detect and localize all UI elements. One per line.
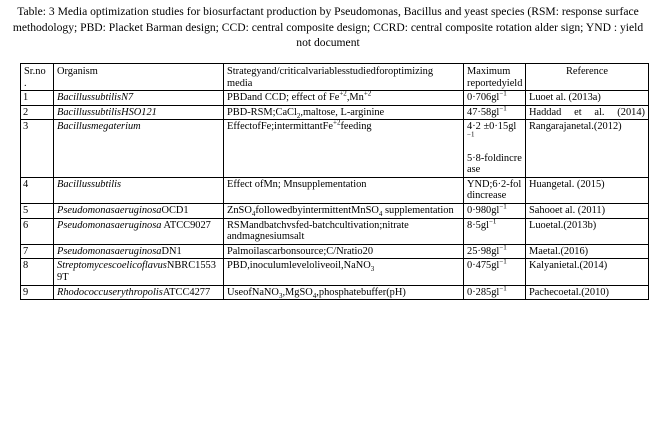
cell-organism: StreptomycescoelicoflavusNBRC15539T bbox=[54, 259, 224, 285]
table-row bbox=[21, 203, 649, 218]
cell-srno: 1 bbox=[21, 91, 54, 106]
cell-reference: Maetal.(2016) bbox=[526, 244, 649, 259]
cell-reference: Sahooet al. (2011) bbox=[526, 203, 649, 218]
cell-strategy: PBD-RSM;CaCl$_2$,maltose, L-arginine bbox=[224, 105, 464, 120]
cell-srno: 7 bbox=[21, 244, 54, 259]
table-row bbox=[21, 285, 649, 300]
cell-organism: Bacillussubtilis bbox=[54, 177, 224, 203]
cell-srno: 3 bbox=[21, 120, 54, 177]
cell-yield: $0\cdot 980gl^{-1}$ bbox=[464, 203, 526, 218]
cell-reference: Luoetal.(2013b) bbox=[526, 218, 649, 244]
header-yield: Maximum reportedyield bbox=[464, 64, 526, 91]
cell-reference: Rangarajanetal.(2012) bbox=[526, 120, 649, 177]
table-row bbox=[21, 177, 649, 203]
header-srno: Sr.no . bbox=[21, 64, 54, 91]
table-row bbox=[21, 105, 649, 120]
cell-reference: Haddad et al. (2014) bbox=[526, 105, 649, 120]
cell-srno: 5 bbox=[21, 203, 54, 218]
cell-strategy: Effect ofMn; Mnsupplementation bbox=[224, 177, 464, 203]
cell-strategy: UseofNaNO$_3$,MgSO$_4$,phosphatebuffer(pH) bbox=[224, 285, 464, 300]
cell-organism: Pseudomonasaeruginosa ATCC9027 bbox=[54, 218, 224, 244]
cell-yield: YND;6·2-foldincrease bbox=[464, 177, 526, 203]
cell-strategy: PBD,inoculumleveloliveoil,NaNO$_3$ bbox=[224, 259, 464, 285]
table-row bbox=[21, 91, 649, 106]
cell-srno: 4 bbox=[21, 177, 54, 203]
cell-organism: Bacillusmegaterium bbox=[54, 120, 224, 177]
header-reference: Reference bbox=[526, 64, 649, 91]
cell-organism: PseudomonasaeruginosaDN1 bbox=[54, 244, 224, 259]
table-header-row bbox=[21, 64, 649, 91]
cell-organism: BacillussubtilisHSO121 bbox=[54, 105, 224, 120]
cell-strategy: PBDand CCD; effect of $Fe^{+2},Mn^{+2}$ bbox=[224, 91, 464, 106]
cell-yield: $47\cdot 58gl^{-1}$ bbox=[464, 105, 526, 120]
cell-strategy: RSMandbatchvsfed-batchcultivation;nitrate andmagnesiumsalt bbox=[224, 218, 464, 244]
cell-reference: Pachecoetal.(2010) bbox=[526, 285, 649, 300]
cell-srno: 2 bbox=[21, 105, 54, 120]
table-row bbox=[21, 259, 649, 285]
table-row bbox=[21, 218, 649, 244]
cell-organism: PseudomonasaeruginosaOCD1 bbox=[54, 203, 224, 218]
cell-yield: $0\cdot 285gl^{-1}$ bbox=[464, 285, 526, 300]
cell-organism: BacillussubtilisN7 bbox=[54, 91, 224, 106]
cell-srno: 9 bbox=[21, 285, 54, 300]
cell-srno: 6 bbox=[21, 218, 54, 244]
cell-strategy: EffectofFe;intermittantFe$^{+2}$feeding bbox=[224, 120, 464, 177]
cell-yield: $0\cdot 475gl^{-1}$ bbox=[464, 259, 526, 285]
cell-strategy: ZnSO$_4$followedbyintermittentMnSO$_4$ supplementation bbox=[224, 203, 464, 218]
cell-reference: Kalyanietal.(2014) bbox=[526, 259, 649, 285]
header-organism: Organism bbox=[54, 64, 224, 91]
header-strategy: Strategyand/criticalvariablesstudiedforoptimizing media bbox=[224, 64, 464, 91]
cell-reference: Luoet al. (2013a) bbox=[526, 91, 649, 106]
cell-reference: Huangetal. (2015) bbox=[526, 177, 649, 203]
cell-yield: $8\cdot 5gl^{-1}$ bbox=[464, 218, 526, 244]
cell-yield: $4\cdot 2 \pm 0\cdot 15gl^{-1}$ 5·8-foldincrease bbox=[464, 120, 526, 177]
table-caption: Table: 3 Media optimization studies for biosurfactant production by Pseudomonas, Bacillus and yeast species (RSM: response surface methodology; PBD: Placket Barman design; CCD: central composite design; CCRD: central composite rotation alder sign; YND : yield not document bbox=[12, 5, 644, 49]
table-row bbox=[21, 120, 649, 177]
cell-yield: $0\cdot 706gl^{-1}$ bbox=[464, 91, 526, 106]
media-optimization-table bbox=[20, 63, 649, 300]
cell-yield: $25\cdot 98gl^{-1}$ bbox=[464, 244, 526, 259]
cell-organism: RhodococcuserythropolisATCC4277 bbox=[54, 285, 224, 300]
cell-strategy: Palmoilascarbonsource;C/Nratio20 bbox=[224, 244, 464, 259]
table-row bbox=[21, 244, 649, 259]
cell-srno: 8 bbox=[21, 259, 54, 285]
